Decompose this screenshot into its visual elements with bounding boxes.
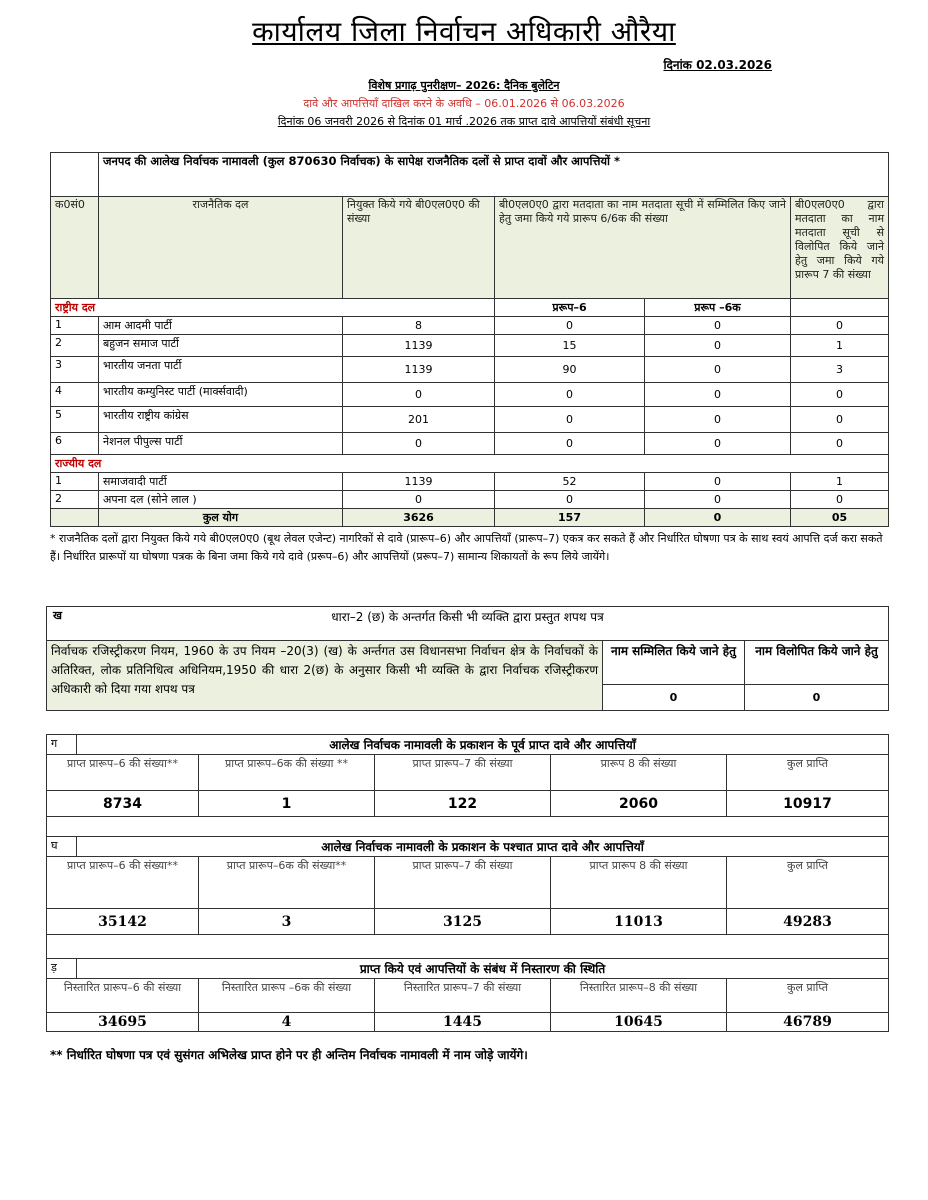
party-name: आम आदमी पार्टी [99,317,343,335]
section-g-val-2: 1 [199,791,375,817]
section-gh-label: घ [47,837,77,857]
party-form7-count: 3 [791,357,889,383]
claims-summary-table [46,734,889,1032]
party-form7-count: 0 [791,317,889,335]
party-bla-count: 1139 [343,335,495,357]
spacer-row [47,817,889,837]
section-d-val-3: 1445 [375,1013,551,1032]
section-d-label: ड़ [47,959,77,979]
subheader-spacer [791,299,889,317]
section-d-title: प्राप्त किये एवं आपत्तियों के संबंध में निस्तारण की स्थिति [77,959,889,979]
state-parties-label: राज्यीय दल [51,455,889,473]
section-kh-title: धारा–2 (छ) के अन्तर्गत किसी भी व्यक्ति द्वारा प्रस्तुत शपथ पत्र [331,610,604,624]
affidavit-col-include: नाम सम्मिलित किये जाने हेतु [603,641,745,685]
bulletin-heading: विशेष प्रगाढ़ पुनरीक्षण– 2026: दैनिक बुलेटिन [368,79,560,92]
section-d-col-3: निस्तारित प्रारूप–7 की संख्या [375,979,551,1013]
affidavit-title-row [47,607,889,641]
section-g-label: ग [47,735,77,755]
col-header-form7: बी0एल0ए0 द्वारा मतदाता का नाम मतदाता सूची से विलोपित किये जाने हेतु जमा किये गये प्रारूप 7 की संख्या [791,197,889,299]
section-d-val-4: 10645 [551,1013,727,1032]
section-g-col-1: प्राप्त प्रारूप–6 की संख्या** [47,755,199,791]
subheader-form6: प्ररूप–6 [495,299,645,317]
footnote: ** निर्धारित घोषणा पत्र एवं सुसंगत अभिलेख प्राप्त होने पर ही अन्तिम निर्वाचक नामावली में नाम जोड़े जायेंगे। [50,1048,528,1062]
section-g-col-3: प्राप्त प्रारूप–7 की संख्या [375,755,551,791]
party-name: समाजवादी पार्टी [99,473,343,491]
section-gh-val-3: 3125 [375,909,551,935]
party-sno: 2 [51,335,99,357]
section-g-col-2: प्राप्त प्रारूप–6क की संख्या ** [199,755,375,791]
section-g-val-3: 122 [375,791,551,817]
party-row [51,473,889,491]
party-name: अपना दल (सोने लाल ) [99,491,343,509]
affidavit-include-value: 0 [603,685,745,711]
section-g-col-5: कुल प्राप्ति [727,755,889,791]
section-d-col-1: निस्तारित प्रारूप–6 की संख्या [47,979,199,1013]
section-gh-col-2: प्राप्त प्रारूप–6क की संख्या** [199,857,375,909]
party-form7-count: 1 [791,473,889,491]
party-row [51,317,889,335]
affidavit-delete-value: 0 [745,685,889,711]
party-form6-count: 0 [495,491,645,509]
bulletin-date: दिनांक 02.03.2026 [663,58,772,72]
party-sno: 1 [51,317,99,335]
party-bla-count: 0 [343,491,495,509]
spacer-row [47,935,889,959]
affidavit-description: निर्वाचक रजिस्ट्रीकरण नियम, 1960 के उप नियम –20(3) (ख) के अर्न्तगत उस विधानसभा निर्वाचन क्षेत्र के निर्वाचकों के अतिरिक्त, लोक प्रतिनिधित्व अधिनियम,1950 की धारा 2(छ) के अनुसार किसी भी व्यक्ति के द्वारा निर्वाचक रजिस्ट्रीकरण अधिकारी को दिया गया शपथ पत्र [47,641,603,711]
section-g-val-4: 2060 [551,791,727,817]
party-sno: 4 [51,383,99,407]
party-form6k-count: 0 [645,357,791,383]
party-form7-count: 1 [791,335,889,357]
party-bla-count: 0 [343,433,495,455]
total-spacer [51,509,99,527]
party-row [51,335,889,357]
party-form6-count: 0 [495,407,645,433]
subheader-form6k: प्ररूप –6क [645,299,791,317]
national-parties-label: राष्ट्रीय दल [51,299,495,317]
party-form6-count: 0 [495,383,645,407]
party-form6k-count: 0 [645,491,791,509]
table-caption: जनपद की आलेख निर्वाचक नामावली (कुल 870630 निर्वाचक) के सापेक्ष राजनैतिक दलों से प्राप्त दावों और आपत्तियों * [99,153,889,197]
section-d-val-1: 34695 [47,1013,199,1032]
party-form7-count: 0 [791,491,889,509]
party-row [51,491,889,509]
party-form6k-count: 0 [645,383,791,407]
party-name: नेशनल पीपुल्स पार्टी [99,433,343,455]
total-form7: 05 [791,509,889,527]
party-sno: 1 [51,473,99,491]
party-form6-count: 15 [495,335,645,357]
party-name: बहुजन समाज पार्टी [99,335,343,357]
party-form6-count: 0 [495,317,645,335]
party-bla-count: 201 [343,407,495,433]
col-header-party: राजनैतिक दल [99,197,343,299]
claims-period: दावे और आपत्तियाँ दाखिल करने के अवधि – 06.01.2026 से 06.03.2026 [303,97,625,110]
party-form6k-count: 0 [645,335,791,357]
party-form6k-count: 0 [645,407,791,433]
party-bla-count: 1139 [343,473,495,491]
party-row [51,357,889,383]
section-gh-val-1: 35142 [47,909,199,935]
party-form6k-count: 0 [645,317,791,335]
party-claims-table [50,152,889,527]
table-note: * राजनैतिक दलों द्वारा नियुक्त किये गये बी0एल0ए0 (बूथ लेवल एजेन्ट) नागरिकों से दावे (प्रारूप–6) और आपत्तियाँ (प्रारूप–7) एकत्र कर सकते हैं और निर्धारित घोषणा पत्र के साथ स्वयं आपत्ति दर्ज करा सकते हैं। निर्धारित प्रारूपों या घोषणा पत्रक के बिना जमा किये गये दावे (प्ररूप–6) और आपत्तियों (प्ररूप–7) सामान्य शिकायतों के रूप लिये जायेंगे। [50,532,883,563]
party-bla-count: 1139 [343,357,495,383]
col-header-form6: बी0एल0ए0 द्वारा मतदाता का नाम मतदाता सूची में सम्मिलित किए जाने हेतु जमा किये गये प्रारूप 6/6क की संख्या [495,197,791,299]
section-d-val-2: 4 [199,1013,375,1032]
col-header-bla: नियुक्त किये गये बी0एल0ए0 की संख्या [343,197,495,299]
party-form7-count: 0 [791,407,889,433]
caption-spacer [51,153,99,197]
party-name: भारतीय जनता पार्टी [99,357,343,383]
affidavit-table [46,606,889,711]
section-gh-col-4: प्राप्त प्रारूप 8 की संख्या [551,857,727,909]
section-gh-val-5: 49283 [727,909,889,935]
page-title: कार्यालय जिला निर्वाचन अधिकारी औरैया [252,15,676,48]
section-kh-label: ख [53,609,62,622]
party-row [51,383,889,407]
party-bla-count: 8 [343,317,495,335]
section-d-col-5: कुल प्राप्ति [727,979,889,1013]
party-sno: 5 [51,407,99,433]
section-g-val-1: 8734 [47,791,199,817]
section-g-title: आलेख निर्वाचक नामावली के प्रकाशन के पूर्व प्राप्त दावे और आपत्तियाँ [77,735,889,755]
section-gh-val-4: 11013 [551,909,727,935]
section-g-col-4: प्रारूप 8 की संख्या [551,755,727,791]
party-name: भारतीय राष्ट्रीय कांग्रेस [99,407,343,433]
affidavit-col-delete: नाम विलोपित किये जाने हेतु [745,641,889,685]
party-form6-count: 0 [495,433,645,455]
total-label: कुल योग [99,509,343,527]
party-sno: 3 [51,357,99,383]
party-form6k-count: 0 [645,473,791,491]
section-gh-col-5: कुल प्राप्ति [727,857,889,909]
section-g-val-5: 10917 [727,791,889,817]
party-sno: 2 [51,491,99,509]
total-form6k: 0 [645,509,791,527]
section-d-val-5: 46789 [727,1013,889,1032]
party-form7-count: 0 [791,433,889,455]
section-gh-title: आलेख निर्वाचक नामावली के प्रकाशन के पश्चात प्राप्त दावे और आपत्तियाँ [77,837,889,857]
party-form6k-count: 0 [645,433,791,455]
party-bla-count: 0 [343,383,495,407]
party-sno: 6 [51,433,99,455]
party-form6-count: 52 [495,473,645,491]
party-form6-count: 90 [495,357,645,383]
party-form7-count: 0 [791,383,889,407]
party-name: भारतीय कम्युनिस्ट पार्टी (मार्क्सवादी) [99,383,343,407]
col-header-sno: क0सं0 [51,197,99,299]
section-gh-col-3: प्राप्त प्रारूप–7 की संख्या [375,857,551,909]
total-bla: 3626 [343,509,495,527]
party-row [51,433,889,455]
section-d-col-4: निस्तारित प्रारूप–8 की संख्या [551,979,727,1013]
total-form6: 157 [495,509,645,527]
party-row [51,407,889,433]
section-d-col-2: निस्तारित प्रारूप –6क की संख्या [199,979,375,1013]
section-gh-val-2: 3 [199,909,375,935]
info-line: दिनांक 06 जनवरी 2026 से दिनांक 01 मार्च .2026 तक प्राप्त दावे आपत्तियों संबंधी सूचना [277,115,651,128]
section-gh-col-1: प्राप्त प्रारूप–6 की संख्या** [47,857,199,909]
